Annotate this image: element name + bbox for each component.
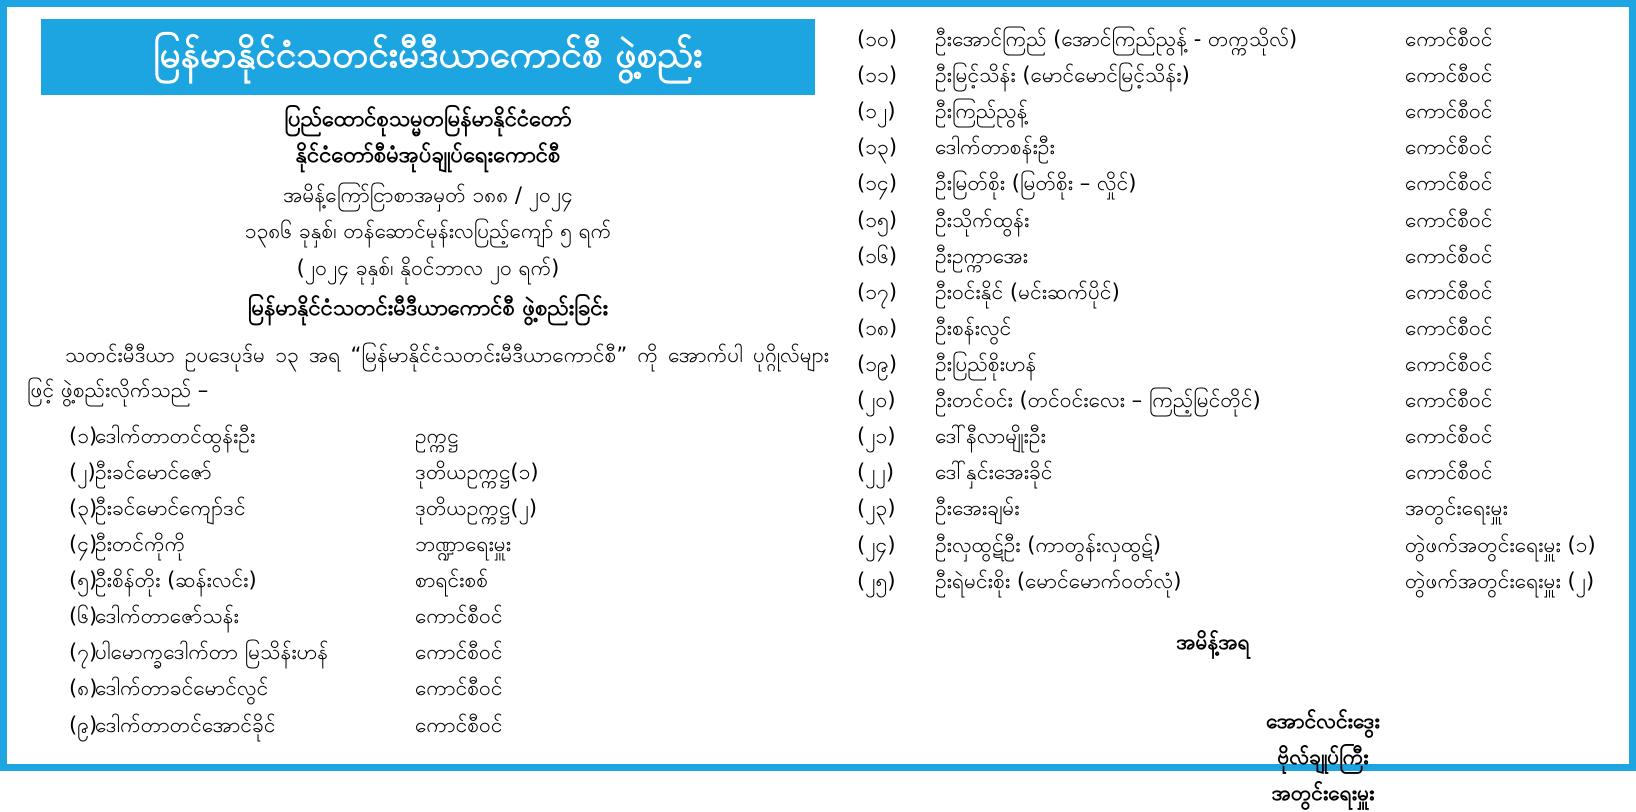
item-role: ကောင်စီဝင် [1405,135,1493,160]
item-number: (၁၃) [857,135,898,160]
item-role: ကောင်စီဝင် [415,604,503,629]
item-role: ကောင်စီဝင် [1405,243,1493,268]
gregorian-date: (၂၀၂၄ ခုနှစ်၊ နိုဝင်ဘာလ ၂၀ ရက်) [296,255,560,280]
item-number: (၂၀) [857,388,896,413]
item-role: ကောင်စီဝင် [415,712,503,737]
item-name: ဦးဥက္ကာအေး [935,243,1029,268]
signatory-rank: ဗိုလ်ချုပ်ကြီး [1277,745,1369,770]
list-item [23,598,833,634]
item-number: (၇) [69,640,98,665]
item-role: ကောင်စီဝင် [1405,27,1493,51]
list-item [23,490,833,526]
burmese-date: ၁၃၈၆ ခုနှစ်၊ တန်ဆောင်မုန်းလပြည့်ကျော် ၅ ရက် [244,219,612,244]
item-number: (၁၂) [857,99,896,124]
item-name: ဦးခင်မောင်ကျော်ဒင် [95,495,246,520]
member-list-left [23,418,833,743]
item-name: ဒေါက်တာဇော်သန်း [95,604,239,629]
list-item [23,454,833,490]
list-item [853,527,1613,563]
body-paragraph [23,338,833,407]
item-role: ကောင်စီဝင် [1405,279,1493,304]
item-number: (၁) [69,423,98,448]
item-name: ဒေါက်တာတင်အောင်ခိုင် [95,712,276,737]
item-number: (၁၇) [857,279,898,304]
item-name: ဦးအေးချမ်း [935,496,1020,521]
item-number: (၁၄) [857,171,898,196]
list-item [853,382,1613,418]
item-role: ကောင်စီဝင် [1405,63,1493,88]
list-item [23,670,833,706]
item-number: (၉) [69,712,98,737]
list-item [853,346,1613,382]
paragraph-text: သတင်းမီဒီယာ ဥပဒေပုဒ်မ ၁၃ အရ “မြန်မာနိုင်ငံသတင်းမီဒီယာကောင်စီ” ကို အောက်ပါ ပုဂ္ဂိုလ်များဖြင့် ဖွဲ့စည်းလိုက်သည် – [27,343,829,403]
list-item [853,274,1613,310]
signature-block [853,625,1613,812]
signatory [1033,704,1613,811]
item-role: ဥက္ကဋ္ဌ [415,423,459,448]
item-name: ဒေါ်နှင်းအေးခိုင် [935,460,1053,485]
list-item [853,165,1613,201]
item-role: ကောင်စီဝင် [1405,351,1493,376]
item-role: ကောင်စီဝင် [415,676,503,701]
list-item [853,202,1613,238]
item-number: (၂၄) [857,532,896,557]
left-column [23,17,843,754]
banner-title: မြန်မာနိုင်ငံသတင်းမီဒီယာကောင်စီ ဖွဲ့စည်း [41,19,815,95]
list-item [853,57,1613,93]
item-name: ဦးဝင်းနိုင် (မင်းဆက်ပိုင်) [935,279,1120,304]
item-name: ဦးလှထွဋ်ဦး (ကာတွန်းလှထွဋ်) [935,532,1162,557]
item-number: (၁၆) [857,243,898,268]
item-name: ဦးခင်မောင်ဇော် [95,459,212,484]
item-role: ကောင်စီဝင် [1405,99,1493,124]
item-number: (၁၉) [857,351,898,376]
list-item [853,310,1613,346]
announcement-number: အမိန့်ကြော်ငြာစာအမှတ် ၁၈၈ / ၂၀၂၄ [283,182,573,207]
item-role: အတွင်းရေးမှူး [1405,496,1508,521]
list-item [853,418,1613,454]
item-role: ကောင်စီဝင် [1405,460,1493,485]
item-role: ကောင်စီဝင် [1405,315,1493,340]
item-name: ဦးတင်ကိုကို [95,532,186,557]
item-role: တွဲဖက်အတွင်းရေးမှူး (၂) [1405,568,1595,593]
item-role: ကောင်စီဝင် [1405,207,1493,232]
item-number: (၆) [69,604,98,629]
list-item [853,454,1613,490]
item-name: ဦးတင်ဝင်း (တင်ဝင်းလေး – ကြည့်မြင်တိုင်) [935,388,1261,413]
list-item [23,526,833,562]
list-item [23,562,833,598]
list-item [23,707,833,743]
item-role: ဘဏ္ဍာရေးမှူး [415,532,512,557]
header-line-2: နိုင်ငံတော်စီမံအုပ်ချုပ်ရေးကောင်စီ [295,142,561,168]
item-role: ကောင်စီဝင် [1405,424,1493,449]
right-column [843,17,1613,805]
item-role: ကောင်စီဝင် [1405,388,1493,413]
item-number: (၂၅) [857,568,896,593]
item-name: ဦးမြင့်သိန်း (မောင်မောင်မြင့်သိန်း) [935,63,1190,88]
list-item [853,490,1613,526]
item-number: (၈) [69,676,98,701]
list-item [853,238,1613,274]
item-number: (၂၃) [857,496,896,521]
item-number: (၁၁) [857,63,898,88]
signatory-name: အောင်လင်းဒွေး [1266,709,1380,734]
signatory-position: အတွင်းရေးမှူး [1271,780,1375,805]
list-item [23,418,833,454]
document-body [7,7,1629,805]
by-order-text: အမိန့်အရ [1176,629,1250,654]
item-name: ဦးမြတ်စိုး (မြတ်စိုး – လှိုင်) [935,171,1137,196]
item-name: ဦးပြည်စိုးဟန် [935,351,1037,376]
item-name: ဦးစိန်တိုး (ဆန်းလင်း) [95,568,257,593]
item-number: (၄) [69,532,98,557]
list-item [23,634,833,670]
item-role: ဒုတိယဥက္ကဋ္ဌ(၂) [415,495,538,520]
item-number: (၁၈) [857,315,898,340]
member-list-right [853,21,1613,599]
item-number: (၂၂) [857,460,895,485]
list-item [853,563,1613,599]
item-name: ဦးသိုက်ထွန်း [935,207,1030,232]
item-number: (၅) [69,568,98,593]
item-name: ဦးအောင်ကြည် (အောင်ကြည်ညွန့် - တက္ကသိုလ်) [935,27,1298,51]
list-item [853,129,1613,165]
item-name: ဒေါက်တာတင်ထွန်းဦး [95,423,256,448]
item-role: စာရင်းစစ် [415,568,489,593]
item-number: (၃) [69,495,98,520]
item-name: ဒေါက်တာခင်မောင်လွင် [95,676,269,701]
item-role: ကောင်စီဝင် [1405,171,1493,196]
item-number: (၁၀) [857,27,898,51]
item-name: ဒေါ်နီလာမျိုးဦး [935,424,1046,449]
item-role: ဒုတိယဥက္ကဋ္ဌ(၁) [415,459,539,484]
list-item [853,93,1613,129]
item-name: ဦးရဲမင်းစိုး (မောင်မောက်ဝတ်လုံ) [935,568,1182,593]
item-name: ဦးကြည်ညွန့် [935,99,1028,124]
item-name: ဒေါက်တာစန်းဦး [935,135,1055,160]
item-name: ပါမောက္ခဒေါက်တာ မြသိန်းဟန် [95,640,329,665]
item-number: (၂) [69,459,96,484]
item-role: တွဲဖက်အတွင်းရေးမှူး (၁) [1405,532,1596,557]
list-item [853,21,1613,57]
item-role: ကောင်စီဝင် [415,640,503,665]
subject-line: မြန်မာနိုင်ငံသတင်းမီဒီယာကောင်စီ ဖွဲ့စည်းခြင်း [247,296,609,322]
header-line-1: ပြည်ထောင်စုသမ္မတမြန်မာနိုင်ငံတော် [284,106,572,132]
item-name: ဦးစန်းလွင် [935,315,1012,340]
item-number: (၂၁) [857,424,896,449]
item-number: (၁၅) [857,207,898,232]
